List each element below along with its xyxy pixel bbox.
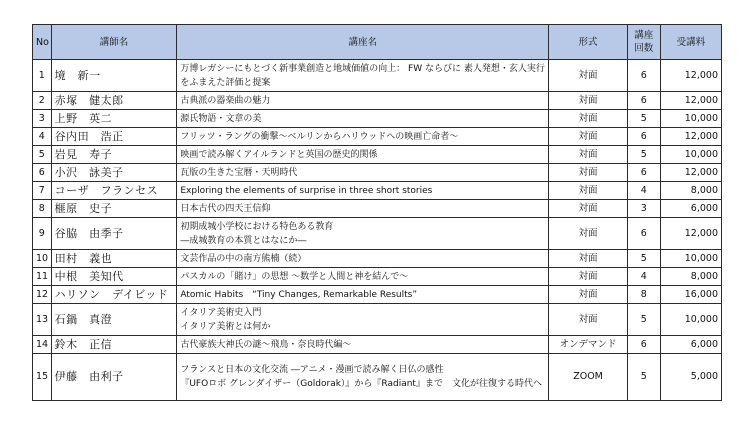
header-teacher: 講師名 bbox=[51, 25, 177, 60]
cell-fee: 10,000 bbox=[660, 146, 721, 164]
cell-format: 対面 bbox=[549, 128, 628, 146]
cell-course bbox=[177, 354, 549, 401]
course-line: 初期成城小学校における特色ある教育 bbox=[180, 221, 334, 232]
table-row bbox=[33, 200, 722, 218]
cell-fee: 12,000 bbox=[660, 164, 721, 182]
table-row bbox=[33, 336, 722, 354]
cell-no: 13 bbox=[33, 304, 52, 336]
cell-no: 12 bbox=[33, 286, 52, 304]
table-row bbox=[33, 182, 722, 200]
cell-fee: 12,000 bbox=[660, 60, 721, 92]
cell-course bbox=[177, 146, 549, 164]
cell-teacher: 境 新一 bbox=[51, 60, 177, 92]
table-body bbox=[33, 60, 722, 401]
cell-course bbox=[177, 250, 549, 268]
cell-count: 6 bbox=[627, 128, 660, 146]
cell-teacher: ハリソン デイビッド bbox=[51, 286, 177, 304]
header-count bbox=[627, 25, 660, 60]
header-format: 形式 bbox=[549, 25, 628, 60]
cell-no: 6 bbox=[33, 164, 52, 182]
cell-format: 対面 bbox=[549, 268, 628, 286]
cell-format: オンデマンド bbox=[549, 336, 628, 354]
table-row bbox=[33, 60, 722, 92]
table-row bbox=[33, 110, 722, 128]
course-line: Atomic Habits “Tiny Changes, Remarkable Results” bbox=[180, 289, 418, 300]
cell-course bbox=[177, 128, 549, 146]
course-line: 万博レガシーにもとづく新事業創造と地域価値の向上： FW ならびに 素人発想・玄人実行をふまえた評価と提案 bbox=[180, 63, 545, 88]
course-line: フランスと日本の文化交流 ―アニメ・漫画で読み解く日仏の感性 bbox=[180, 365, 444, 375]
cell-format: ZOOM bbox=[549, 354, 628, 401]
cell-format: 対面 bbox=[549, 146, 628, 164]
course-line: 古典派の器楽曲の魅力 bbox=[180, 95, 271, 106]
cell-count: 4 bbox=[627, 182, 660, 200]
cell-teacher: 石鍋 真澄 bbox=[51, 304, 177, 336]
cell-teacher: 上野 英二 bbox=[51, 110, 177, 128]
table-row bbox=[33, 304, 722, 336]
cell-fee: 6,000 bbox=[660, 336, 721, 354]
course-line: 文芸作品の中の南方熊楠（続） bbox=[180, 253, 307, 264]
cell-teacher: 榧原 史子 bbox=[51, 200, 177, 218]
cell-format: 対面 bbox=[549, 110, 628, 128]
cell-course bbox=[177, 182, 549, 200]
cell-teacher: 伊藤 由利子 bbox=[51, 354, 177, 401]
cell-no: 10 bbox=[33, 250, 52, 268]
cell-format: 対面 bbox=[549, 92, 628, 110]
header-count-line2: 回数 bbox=[634, 43, 654, 54]
table-row bbox=[33, 286, 722, 304]
course-line: 古代豪族大神氏の謎～飛鳥・奈良時代編～ bbox=[180, 339, 352, 350]
cell-no: 4 bbox=[33, 128, 52, 146]
cell-count: 5 bbox=[627, 304, 660, 336]
cell-fee: 5,000 bbox=[660, 354, 721, 401]
cell-fee: 8,000 bbox=[660, 268, 721, 286]
cell-no: 15 bbox=[33, 354, 52, 401]
course-line: 映画で読み解くアイルランドと英国の歴史的関係 bbox=[180, 149, 378, 160]
cell-format: 対面 bbox=[549, 60, 628, 92]
cell-count: 5 bbox=[627, 250, 660, 268]
header-no: No bbox=[33, 25, 52, 60]
cell-count: 6 bbox=[627, 164, 660, 182]
course-table bbox=[32, 24, 722, 401]
cell-no: 9 bbox=[33, 218, 52, 250]
cell-fee: 12,000 bbox=[660, 128, 721, 146]
cell-format: 対面 bbox=[549, 200, 628, 218]
cell-count: 6 bbox=[627, 336, 660, 354]
cell-format: 対面 bbox=[549, 286, 628, 304]
table-row bbox=[33, 128, 722, 146]
cell-format: 対面 bbox=[549, 218, 628, 250]
cell-course bbox=[177, 200, 549, 218]
course-line: 瓦版の生きた宝暦・天明時代 bbox=[180, 167, 298, 178]
cell-count: 6 bbox=[627, 60, 660, 92]
cell-count: 5 bbox=[627, 146, 660, 164]
cell-course bbox=[177, 60, 549, 92]
cell-teacher: コーザ フランセス bbox=[51, 182, 177, 200]
cell-fee: 16,000 bbox=[660, 286, 721, 304]
cell-no: 8 bbox=[33, 200, 52, 218]
table-row bbox=[33, 164, 722, 182]
cell-format: 対面 bbox=[549, 250, 628, 268]
cell-course bbox=[177, 336, 549, 354]
cell-no: 1 bbox=[33, 60, 52, 92]
header-count-line1: 講座 bbox=[634, 30, 654, 41]
course-line: 日本古代の四天王信仰 bbox=[180, 203, 271, 214]
cell-fee: 10,000 bbox=[660, 304, 721, 336]
cell-format: 対面 bbox=[549, 182, 628, 200]
cell-count: 5 bbox=[627, 354, 660, 401]
cell-fee: 6,000 bbox=[660, 200, 721, 218]
cell-format: 対面 bbox=[549, 164, 628, 182]
cell-teacher: 谷内田 浩正 bbox=[51, 128, 177, 146]
cell-course bbox=[177, 110, 549, 128]
cell-fee: 12,000 bbox=[660, 218, 721, 250]
cell-teacher: 谷脇 由季子 bbox=[51, 218, 177, 250]
header-row bbox=[33, 25, 722, 60]
cell-fee: 10,000 bbox=[660, 110, 721, 128]
cell-format: 対面 bbox=[549, 304, 628, 336]
cell-teacher: 岩見 寿子 bbox=[51, 146, 177, 164]
cell-course bbox=[177, 286, 549, 304]
course-line: パスカルの「賭け」の思想 ～数学と人間と神を結んで～ bbox=[180, 271, 409, 282]
course-line: Exploring the elements of surprise in three short stories bbox=[180, 185, 433, 196]
table-row bbox=[33, 92, 722, 110]
cell-no: 5 bbox=[33, 146, 52, 164]
table-row bbox=[33, 218, 722, 250]
cell-count: 4 bbox=[627, 268, 660, 286]
course-line: 『UFOロボ グレンダイザー（Goldorak）』から『Radiant』まで 文化が往復する時代へ bbox=[180, 379, 542, 389]
cell-fee: 12,000 bbox=[660, 92, 721, 110]
cell-course bbox=[177, 164, 549, 182]
cell-teacher: 小沢 詠美子 bbox=[51, 164, 177, 182]
header-fee: 受講料 bbox=[660, 25, 721, 60]
cell-count: 3 bbox=[627, 200, 660, 218]
course-line: ―成城教育の本質とはなにか― bbox=[180, 235, 307, 246]
course-line: 源氏物語・文章の美 bbox=[180, 113, 262, 124]
cell-teacher: 赤塚 健太郎 bbox=[51, 92, 177, 110]
cell-no: 3 bbox=[33, 110, 52, 128]
cell-no: 14 bbox=[33, 336, 52, 354]
table-row bbox=[33, 354, 722, 401]
cell-fee: 8,000 bbox=[660, 182, 721, 200]
cell-course bbox=[177, 218, 549, 250]
header-course: 講座名 bbox=[177, 25, 549, 60]
cell-teacher: 田村 義也 bbox=[51, 250, 177, 268]
cell-no: 7 bbox=[33, 182, 52, 200]
cell-course bbox=[177, 268, 549, 286]
cell-no: 11 bbox=[33, 268, 52, 286]
cell-count: 8 bbox=[627, 286, 660, 304]
table-row bbox=[33, 146, 722, 164]
course-line: イタリア美術史入門 bbox=[180, 307, 262, 318]
cell-count: 6 bbox=[627, 218, 660, 250]
cell-teacher: 中根 美知代 bbox=[51, 268, 177, 286]
course-line: イタリア美術とは何か bbox=[180, 321, 271, 332]
course-line: フリッツ・ラングの衝撃～ベルリンからハリウッドへの映画亡命者～ bbox=[180, 131, 459, 142]
cell-teacher: 鈴木 正信 bbox=[51, 336, 177, 354]
cell-no: 2 bbox=[33, 92, 52, 110]
cell-count: 5 bbox=[627, 110, 660, 128]
table-row bbox=[33, 268, 722, 286]
cell-count: 6 bbox=[627, 92, 660, 110]
cell-course bbox=[177, 92, 549, 110]
cell-course bbox=[177, 304, 549, 336]
cell-fee: 10,000 bbox=[660, 250, 721, 268]
table-row bbox=[33, 250, 722, 268]
